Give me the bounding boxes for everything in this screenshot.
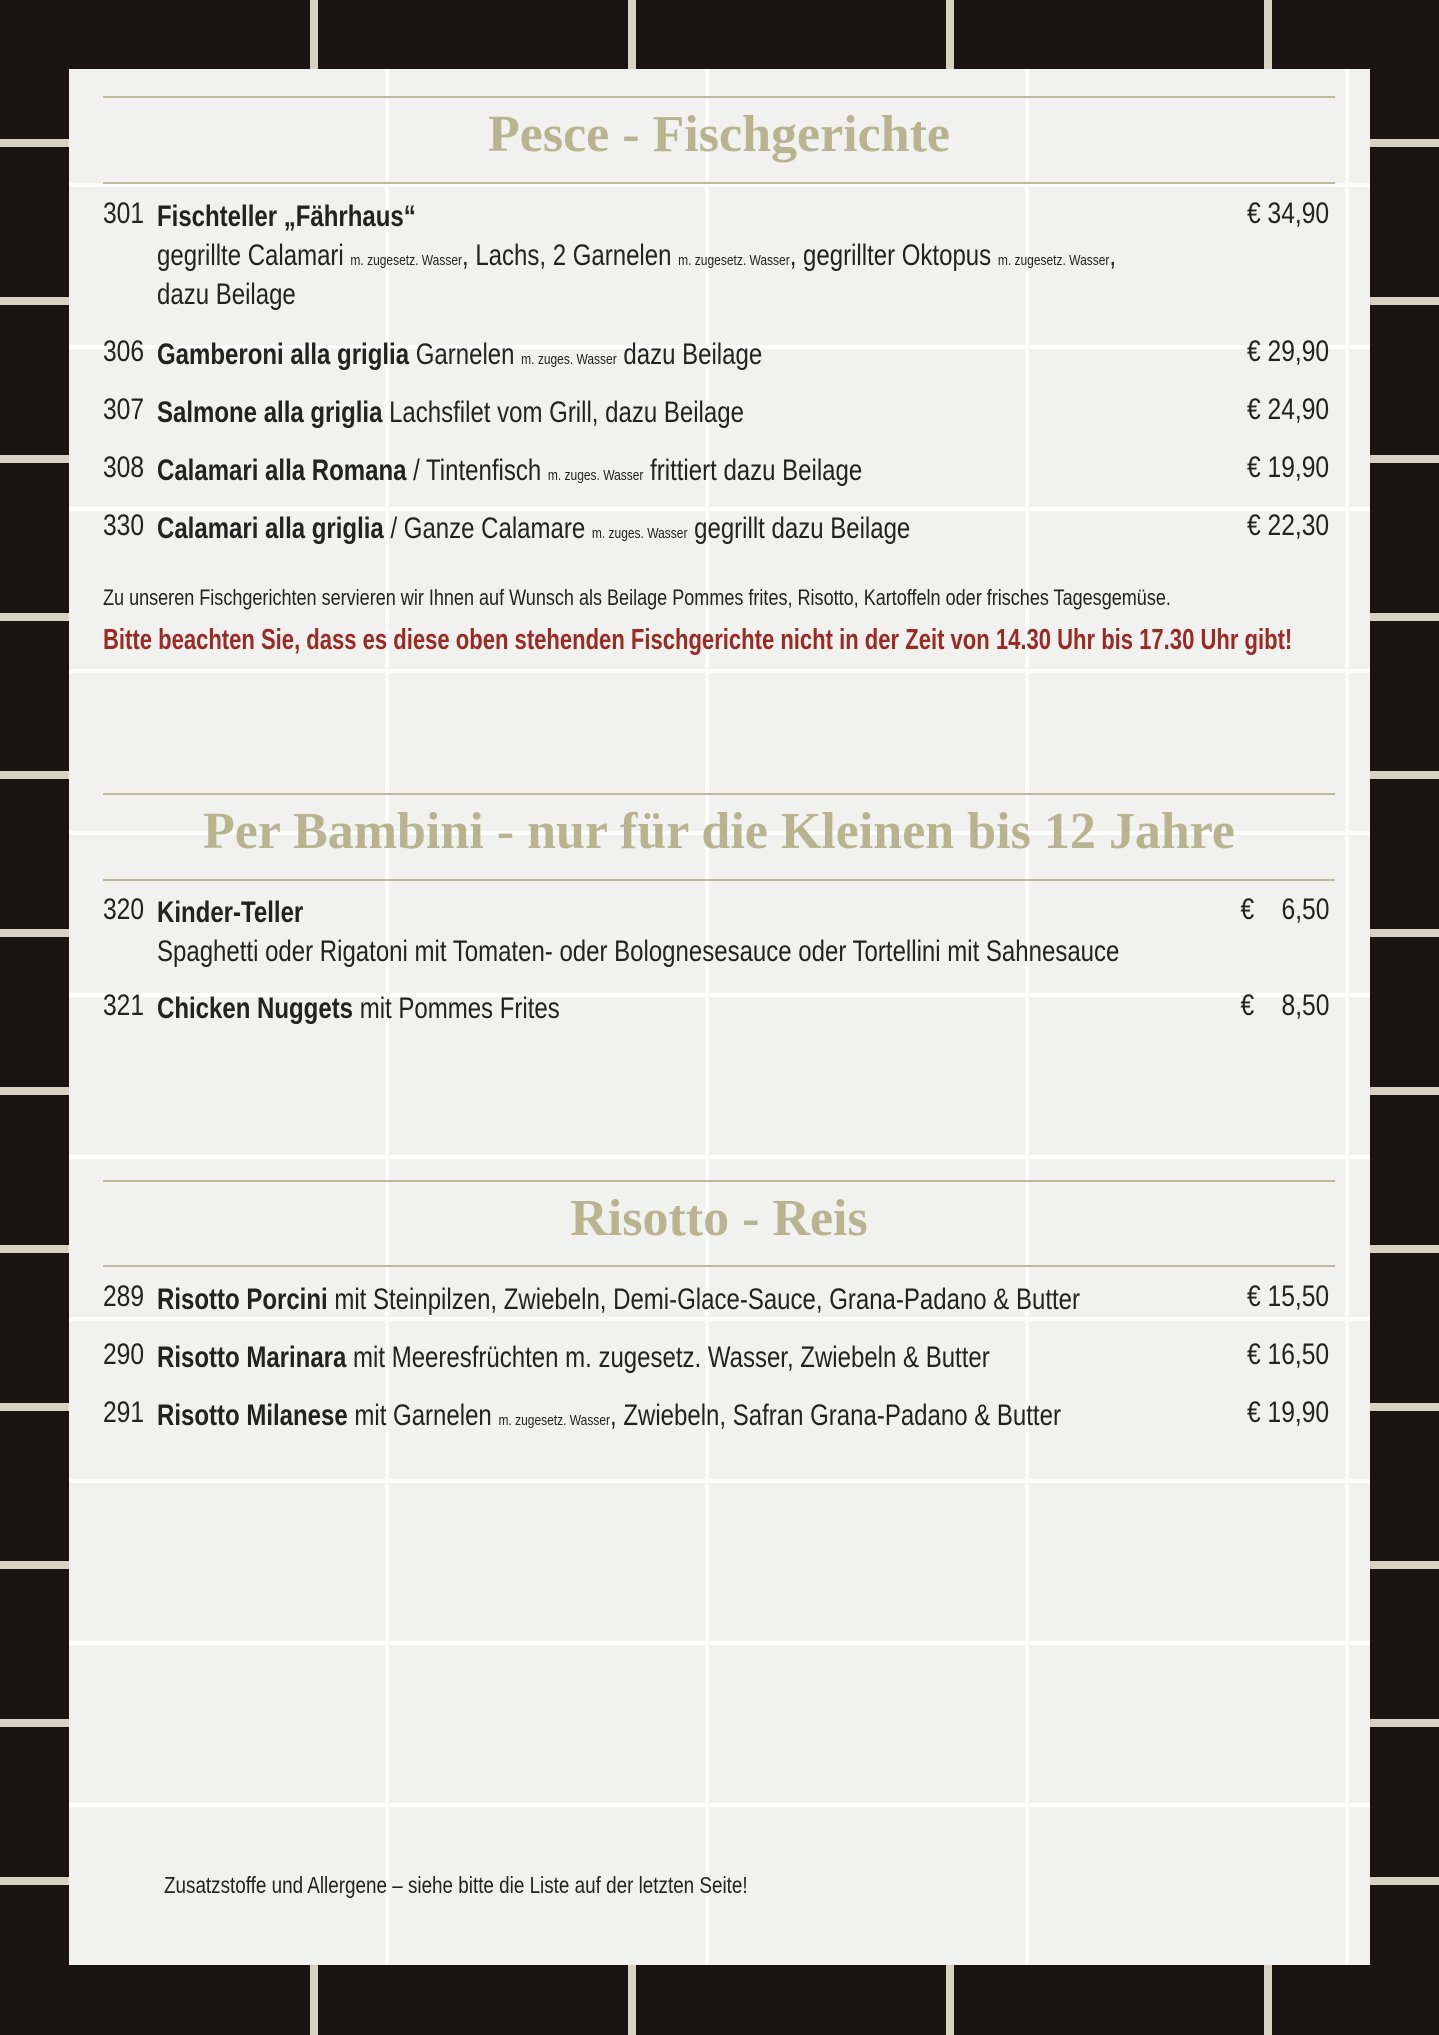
item-description bbox=[157, 451, 989, 495]
allergen-footer: Zusatzstoffe und Allergene – siehe bitte die Liste auf der letzten Seite! bbox=[164, 1872, 748, 1898]
menu-item bbox=[103, 335, 1335, 375]
detail-text: frittiert dazu Beilage bbox=[643, 454, 863, 487]
divider-line bbox=[103, 879, 1335, 881]
item-number: 291 bbox=[103, 1396, 145, 1429]
detail-text: gegrillte Calamari bbox=[157, 239, 351, 272]
item-name: Salmone alla griglia bbox=[157, 396, 383, 429]
item-name: Fischteller „Fährhaus“ bbox=[157, 200, 416, 233]
item-price: € 19,90 bbox=[1246, 451, 1329, 484]
additive-note: m. zuges. Wasser bbox=[547, 467, 644, 484]
item-name: Gamberoni alla griglia bbox=[157, 338, 410, 371]
item-description bbox=[157, 1396, 1061, 1440]
detail-text: dazu Beilage bbox=[616, 338, 763, 371]
section-title-pesce: Pesce - Fischgerichte bbox=[487, 106, 950, 163]
detail-text: gegrillt dazu Beilage bbox=[687, 512, 911, 545]
menu-item bbox=[103, 451, 1335, 491]
item-name: Calamari alla Romana bbox=[157, 454, 407, 487]
item-name: Calamari alla griglia bbox=[157, 512, 384, 545]
divider-line bbox=[103, 793, 1335, 795]
menu-item bbox=[103, 1338, 1335, 1378]
detail-text: / Ganze Calamare bbox=[383, 512, 592, 545]
additive-note: m. zuges. Wasser bbox=[591, 525, 688, 542]
section-title-risotto: Risotto - Reis bbox=[570, 1190, 868, 1247]
side-dish-note: Zu unseren Fischgerichten servieren wir Ihnen auf Wunsch als Beilage Pommes frites, Risotto, Kartoffeln oder frisches Tagesgemüse. bbox=[103, 585, 1171, 610]
item-description bbox=[157, 393, 989, 432]
item-description bbox=[157, 509, 989, 553]
menu-item bbox=[103, 197, 1335, 317]
item-name: Risotto Porcini bbox=[157, 1283, 328, 1316]
item-number: 321 bbox=[103, 989, 145, 1022]
additive-note: m. zugesetz. Wasser bbox=[350, 252, 462, 269]
menu-item bbox=[103, 989, 1335, 1029]
section-title-bambini: Per Bambini - nur für die Kleinen bis 12 Jahre bbox=[203, 803, 1235, 860]
additive-note: m. zugesetz. Wasser bbox=[997, 252, 1110, 269]
item-number: 290 bbox=[103, 1338, 145, 1371]
item-number: 330 bbox=[103, 509, 145, 542]
item-number: 301 bbox=[103, 197, 145, 230]
menu-item bbox=[103, 509, 1335, 549]
detail-text: mit Steinpilzen, Zwiebeln, Demi-Glace-Sauce, Grana-Padano & Butter bbox=[327, 1283, 1081, 1316]
detail-text: mit Garnelen bbox=[347, 1399, 499, 1432]
item-number: 306 bbox=[103, 335, 145, 368]
item-price: € 29,90 bbox=[1246, 335, 1329, 368]
item-description bbox=[157, 893, 989, 932]
item-price: € 34,90 bbox=[1246, 197, 1329, 230]
menu-item bbox=[103, 893, 1335, 973]
detail-text: , bbox=[1109, 239, 1117, 272]
item-price: € 24,90 bbox=[1246, 393, 1329, 426]
item-name: Risotto Marinara bbox=[157, 1341, 347, 1374]
detail-text: / Tintenfisch bbox=[406, 454, 548, 487]
menu-item bbox=[103, 393, 1335, 433]
item-price: € 16,50 bbox=[1246, 1338, 1329, 1371]
divider-line bbox=[103, 1180, 1335, 1182]
item-detail: Spaghetti oder Rigatoni mit Tomaten- oder Bolognesesauce oder Tortellini mit Sahnesauce bbox=[157, 935, 1120, 968]
detail-text: mit Meeresfrüchten m. zugesetz. Wasser, Zwiebeln & Butter bbox=[346, 1341, 990, 1374]
detail-text: , gegrillter Oktopus bbox=[789, 239, 998, 272]
item-price: € 6,50 bbox=[1240, 893, 1329, 926]
detail-text: Garnelen bbox=[409, 338, 522, 371]
divider-line bbox=[103, 182, 1335, 184]
item-number: 308 bbox=[103, 451, 145, 484]
time-warning: Bitte beachten Sie, dass es diese oben stehenden Fischgerichte nicht in der Zeit von 14.30 Uhr bis 17.30 Uhr gibt! bbox=[103, 624, 1293, 656]
item-number: 320 bbox=[103, 893, 145, 926]
item-description bbox=[157, 989, 989, 1028]
menu-item bbox=[103, 1396, 1335, 1436]
item-number: 307 bbox=[103, 393, 145, 426]
item-detail bbox=[157, 236, 1116, 280]
detail-text: mit Pommes Frites bbox=[353, 992, 560, 1025]
item-description bbox=[157, 335, 989, 379]
item-name: Chicken Nuggets bbox=[157, 992, 354, 1025]
additive-note: m. zugesetz. Wasser bbox=[678, 252, 790, 269]
detail-text: Lachsfilet vom Grill, dazu Beilage bbox=[382, 396, 744, 429]
item-detail: dazu Beilage bbox=[157, 278, 296, 311]
additive-note: m. zuges. Wasser bbox=[521, 351, 617, 368]
item-description bbox=[157, 1338, 989, 1377]
menu-item bbox=[103, 1280, 1335, 1320]
item-price: € 15,50 bbox=[1246, 1280, 1329, 1313]
item-price: € 22,30 bbox=[1246, 509, 1329, 542]
detail-text: , Zwiebeln, Safran Grana-Padano & Butter bbox=[610, 1399, 1061, 1432]
divider-line bbox=[103, 1265, 1335, 1267]
item-description bbox=[157, 1280, 1081, 1319]
item-name: Kinder-Teller bbox=[157, 896, 304, 929]
detail-text: , Lachs, 2 Garnelen bbox=[462, 239, 679, 272]
item-name: Risotto Milanese bbox=[157, 1399, 348, 1432]
additive-note: m. zugesetz. Wasser bbox=[498, 1412, 611, 1429]
item-price: € 19,90 bbox=[1246, 1396, 1329, 1429]
item-description bbox=[157, 197, 989, 236]
menu-page bbox=[69, 69, 1370, 1965]
item-number: 289 bbox=[103, 1280, 145, 1313]
divider-line bbox=[103, 96, 1335, 98]
item-price: € 8,50 bbox=[1240, 989, 1329, 1022]
